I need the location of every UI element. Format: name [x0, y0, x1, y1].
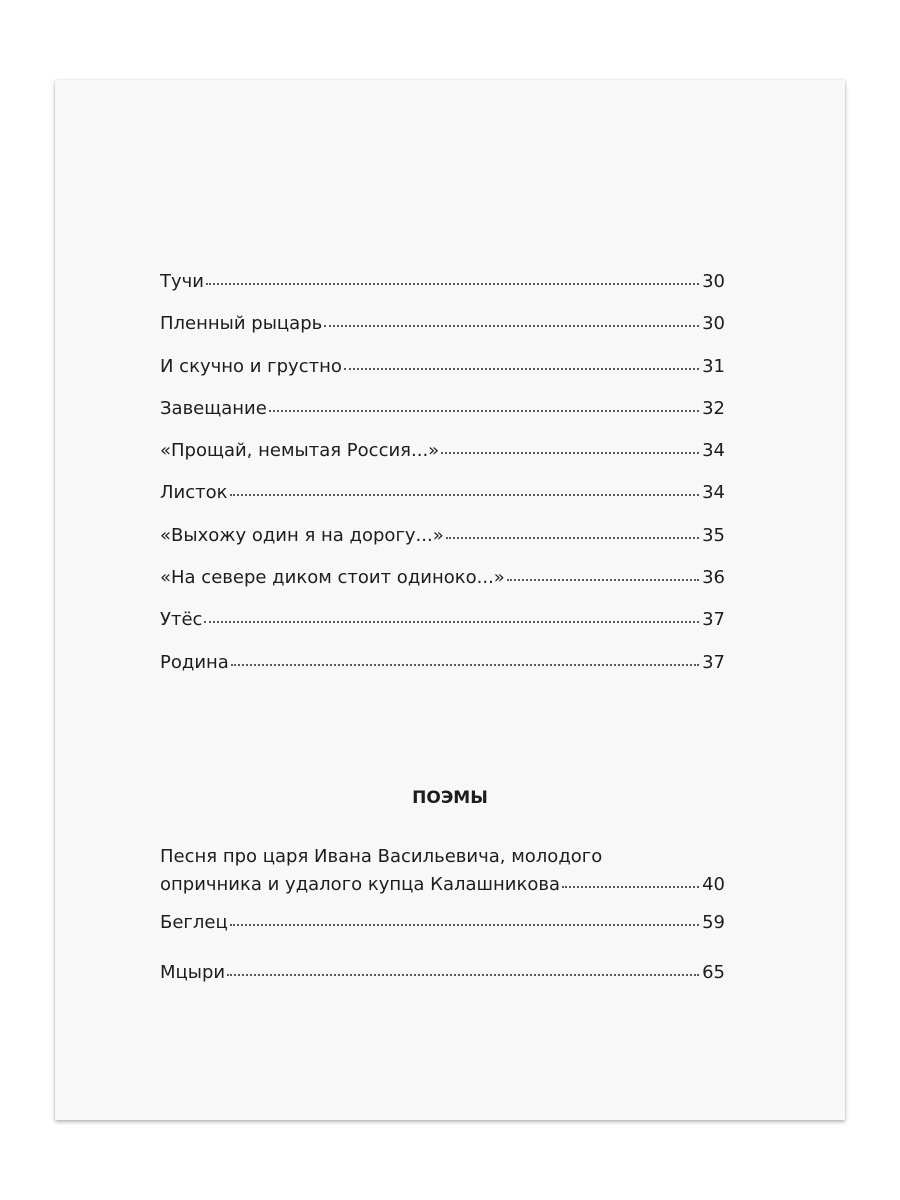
toc-entry-title-line2: опричника и удалого купца Калашникова	[160, 874, 560, 895]
dot-leader	[204, 621, 699, 623]
toc-entry-title: «Выхожу один я на дорогу...»	[160, 524, 444, 546]
toc-entry	[160, 608, 725, 650]
toc-lyrics-list	[160, 270, 725, 693]
toc-entry-title: Беглец	[160, 912, 228, 933]
toc-entry-title: Завещание	[160, 397, 267, 419]
toc-entry-page: 36	[702, 567, 725, 589]
toc-entry-title: Утёс	[160, 609, 203, 631]
toc-entry	[160, 843, 725, 899]
toc-entry-page: 40	[702, 874, 725, 895]
toc-entry-page: 30	[702, 271, 725, 292]
dot-leader	[446, 537, 699, 539]
dot-leader	[230, 494, 700, 496]
toc-entry	[160, 651, 725, 693]
toc-poems-list	[160, 843, 725, 1005]
toc-entry	[160, 961, 725, 1005]
toc-entry-page: 34	[702, 440, 725, 462]
dot-leader	[562, 886, 699, 888]
dot-leader	[507, 579, 699, 581]
toc-entry-page: 34	[702, 482, 725, 504]
toc-entry-page: 59	[702, 912, 725, 933]
toc-entry	[160, 524, 725, 566]
toc-entry-page: 31	[702, 355, 725, 377]
book-page	[55, 80, 845, 1120]
toc-entry-page: 37	[702, 609, 725, 631]
toc-entry	[160, 270, 725, 312]
toc-entry-page: 35	[702, 524, 725, 546]
dot-leader	[324, 325, 699, 327]
toc-entry-page: 32	[702, 397, 725, 419]
toc-entry	[160, 355, 725, 397]
toc-entry-title: Тучи	[160, 271, 204, 292]
toc-entry-title: Мцыри	[160, 962, 226, 983]
toc-entry-page: 65	[702, 962, 725, 983]
toc-entry-page: 30	[702, 313, 725, 335]
dot-leader	[230, 924, 699, 926]
dot-leader	[231, 664, 699, 666]
toc-entry	[160, 566, 725, 608]
toc-entry-title: Пленный рыцарь	[160, 313, 323, 335]
toc-entry	[160, 397, 725, 439]
dot-leader	[441, 452, 699, 454]
toc-entry	[160, 911, 725, 955]
toc-entry-title: Листок	[160, 482, 228, 504]
toc-entry	[160, 481, 725, 523]
dot-leader	[227, 974, 699, 976]
dot-leader	[269, 410, 699, 412]
dot-leader	[344, 368, 699, 370]
toc-entry-title: «На севере диком стоит одиноко...»	[160, 567, 505, 589]
toc-entry-title: Родина	[160, 651, 229, 673]
toc-entry	[160, 312, 725, 354]
toc-entry-title: И скучно и грустно	[160, 355, 342, 377]
toc-entry	[160, 439, 725, 481]
toc-entry-title: «Прощай, немытая Россия...»	[160, 440, 440, 462]
dot-leader	[206, 283, 699, 285]
toc-entry-title-line1: Песня про царя Ивана Васильевича, молодого	[160, 846, 603, 867]
toc-entry-page: 37	[702, 651, 725, 673]
section-heading-poems: ПОЭМЫ	[412, 788, 488, 808]
